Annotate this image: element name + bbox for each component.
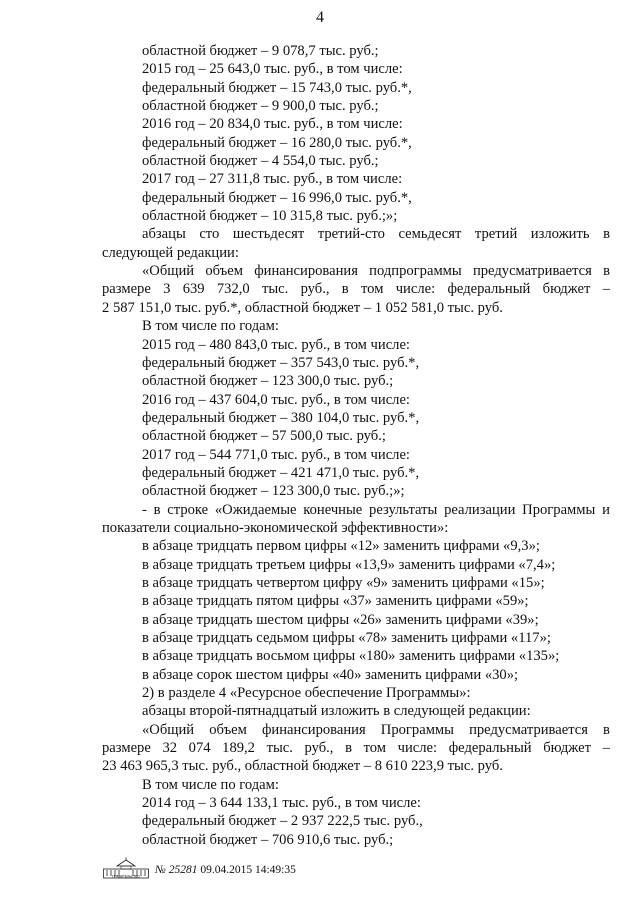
text-line: областной бюджет – 123 300,0 тыс. руб.; [142,373,394,390]
text-line: в абзаце тридцать третьем цифры «13,9» заменить цифрами «7,4»; [142,556,556,573]
text-line: областной бюджет – 4 554,0 тыс. руб.; [142,153,379,170]
text-line: «Общий объем финансирования подпрограммы предусматривается в [142,263,610,280]
text-line: в абзаце тридцать седьмом цифры «78» заменить цифрами «117»; [142,630,551,646]
text-line: в абзаце тридцать пятом цифры «37» заменить цифрами «59»; [142,593,529,610]
government-building-logo-icon [103,857,149,884]
text-line: размере 32 074 189,2 тыс. руб., в том числе: федеральный бюджет – [102,740,610,757]
text-line: областной бюджет – 706 910,6 тыс. руб.; [142,831,394,848]
text-line: федеральный бюджет – 2 937 222,5 тыс. руб., [142,813,423,830]
text-line: В том числе по годам: [142,776,279,793]
text-line: областной бюджет – 9 900,0 тыс. руб.; [142,98,379,115]
text-line: следующей редакции: [102,244,239,261]
text-line: в абзаце тридцать шестом цифры «26» заменить цифрами «39»; [142,611,539,628]
text-line: 2017 год – 544 771,0 тыс. руб., в том числе: [142,446,410,463]
text-line: федеральный бюджет – 357 543,0 тыс. руб.*, [142,354,420,371]
text-line: федеральный бюджет – 380 104,0 тыс. руб.*, [142,409,420,426]
text-line: размере 3 639 732,0 тыс. руб., в том числе: федеральный бюджет – [102,281,610,298]
text-line: федеральный бюджет – 16 280,0 тыс. руб.*, [142,134,412,151]
text-line: в абзаце тридцать четвертом цифру «9» заменить цифрами «15»; [142,574,545,591]
text-line: «Общий объем финансирования Программы предусматривается в [142,721,610,738]
registration-datetime: 09.04.2015 14:49:35 [200,864,296,876]
text-line: в абзаце сорок шестом цифры «40» заменить цифрами «30»; [142,666,519,683]
page-number: 4 [316,9,324,26]
text-line: федеральный бюджет – 16 996,0 тыс. руб.*, [142,189,412,206]
text-line: 2015 год – 25 643,0 тыс. руб., в том числе: [142,61,403,78]
text-line: 2014 год – 3 644 133,1 тыс. руб., в том числе: [142,795,421,812]
document-footer [103,858,296,882]
text-line: 23 463 965,3 тыс. руб., областной бюджет – 8 610 223,9 тыс. руб. [102,758,503,775]
text-line: абзацы сто шестьдесят третий-сто семьдесят третий изложить в [142,226,610,243]
text-line: В том числе по годам: [142,318,279,335]
text-line: 2017 год – 27 311,8 тыс. руб., в том числе: [142,171,403,188]
text-line: 2016 год – 437 604,0 тыс. руб., в том числе: [142,391,410,408]
registration-number: № 25281 [155,864,198,876]
text-line: абзацы второй-пятнадцатый изложить в следующей редакции: [142,703,531,720]
text-line: областной бюджет – 9 078,7 тыс. руб.; [142,43,379,59]
text-line: - в строке «Ожидаемые конечные результаты реализации Программы и [142,501,610,518]
text-line: показатели социально-экономической эффективности»: [102,519,449,536]
text-line: федеральный бюджет – 15 743,0 тыс. руб.*, [142,79,412,96]
text-line: 2015 год – 480 843,0 тыс. руб., в том числе: [142,336,410,353]
text-line: в абзаце тридцать первом цифры «12» заменить цифрами «9,3»; [142,538,540,555]
text-line: областной бюджет – 10 315,8 тыс. руб.;»; [142,208,398,225]
text-line: 2) в разделе 4 «Ресурсное обеспечение Программы»: [142,685,471,702]
text-line: в абзаце тридцать восьмом цифры «180» заменить цифрами «135»; [142,648,560,665]
text-line: областной бюджет – 57 500,0 тыс. руб.; [142,428,386,445]
svg-text:ПРАВИТЕЛЬСТВО: ПРАВИТЕЛЬСТВО [112,873,140,878]
text-line: федеральный бюджет – 421 471,0 тыс. руб.*, [142,464,420,481]
document-body [102,42,610,849]
document-registration-number [155,864,296,876]
text-line: 2 587 151,0 тыс. руб.*, областной бюджет – 1 052 581,0 тыс. руб. [102,299,503,316]
text-line: 2016 год – 20 834,0 тыс. руб., в том числе: [142,116,403,133]
text-line: областной бюджет – 123 300,0 тыс. руб.;»; [142,483,405,500]
